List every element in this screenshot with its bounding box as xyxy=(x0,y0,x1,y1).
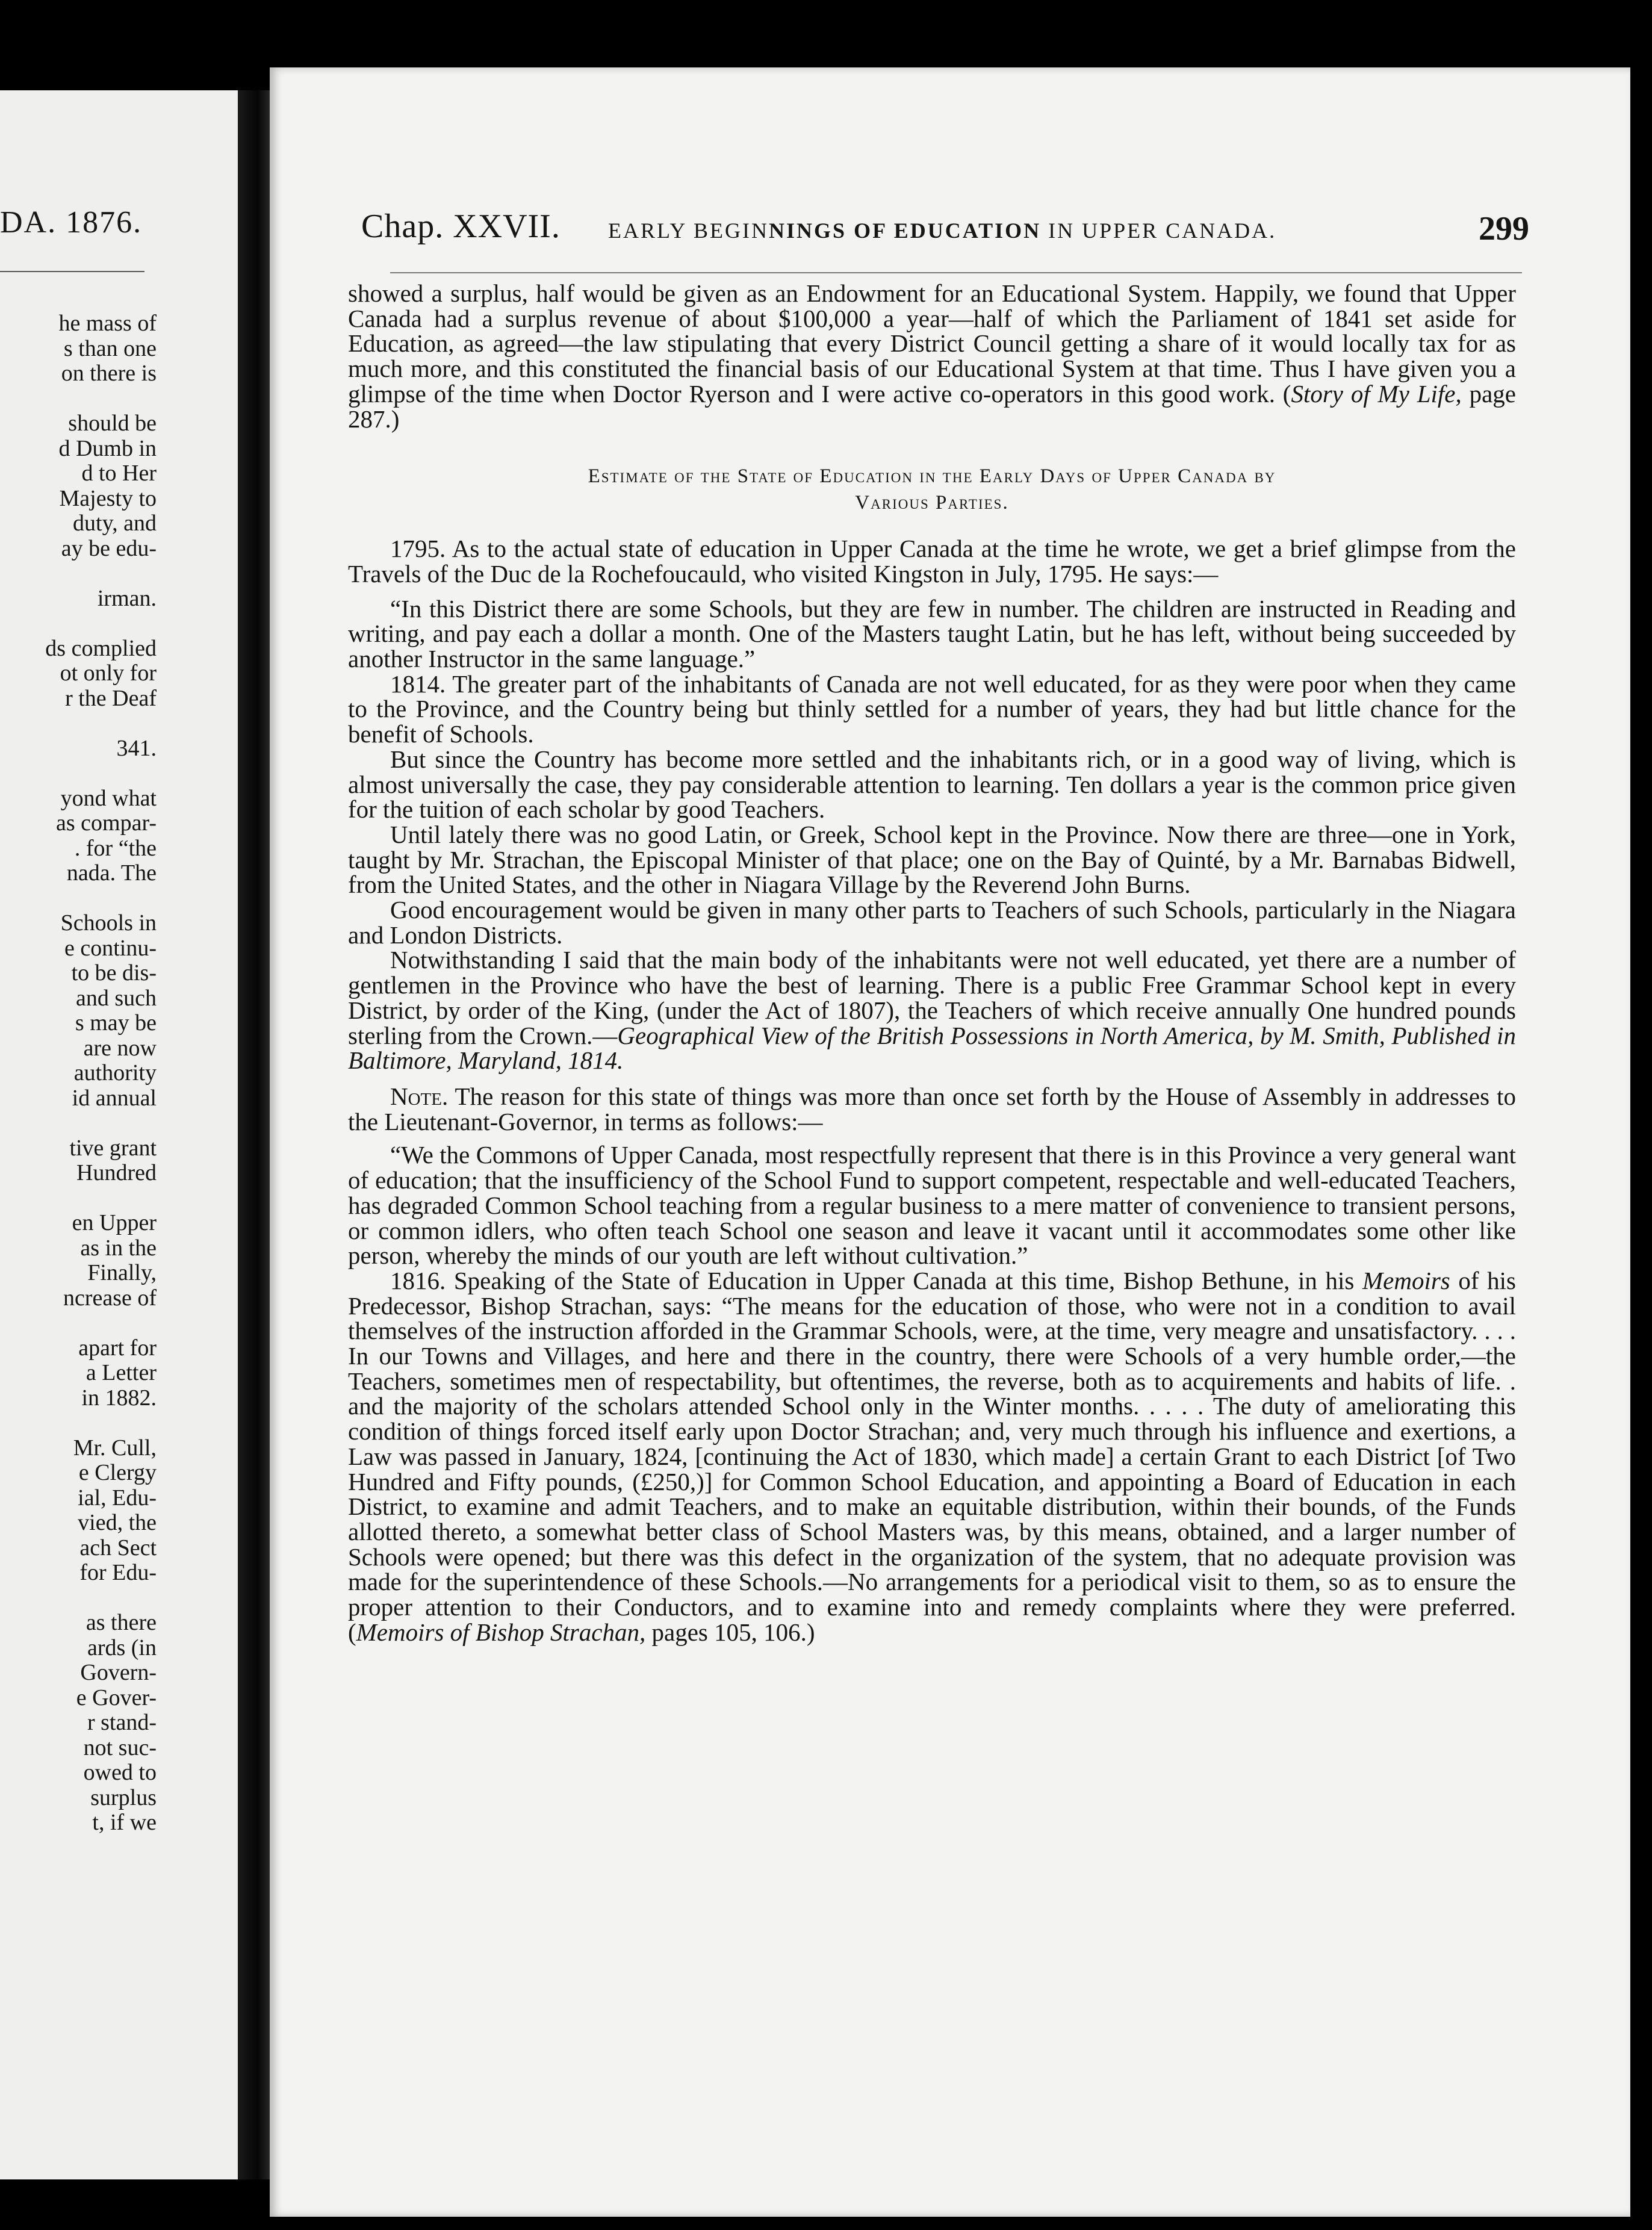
left-page-fragment: tive grant xyxy=(69,1135,157,1161)
paragraph-1: showed a surplus, half would be given as an Endowment for an Educational System. Happily, we found that Upper Canada had a surplus revenue of about $100,000 a year—half of which the Parliament of 1841 set aside for Education, as agreed—the law stipulating that every District Council getting a share of it would locally tax for as much more, and this constituted the financial basis of our Educational System at that time. Thus I have given you a glimpse of the time when Doctor Ryerson and I were active co-operators in this good work. (Story of My Life, page 287.) xyxy=(348,279,1516,433)
page-body xyxy=(348,281,1516,1645)
left-page-fragment: vied, the xyxy=(78,1510,157,1535)
left-page-fragment: as in the xyxy=(80,1235,157,1261)
left-page-fragment: s may be xyxy=(75,1010,157,1036)
section-heading: Estimate of the State of Education in the Early Days of Upper Canada by Various Parties. xyxy=(588,465,1276,514)
paragraph-grammar-school: Notwithstanding I said that the main body of the inhabitants were not well educated, yet there are a number of gentlemen in the Province who have the best of learning. There is a public Free Grammar School kept in every District, by order of the King, (under the Act of 1807), the Teachers of which receive annually One hundred pounds sterling from the Crown.—Geographical View of the British Possessions in North America, by M. Smith, Published in Baltimore, Maryland, 1814. xyxy=(348,946,1516,1075)
left-page-fragment: Hundred xyxy=(76,1160,157,1185)
quote-commons: “We the Commons of Upper Canada, most respectfully represent that there is in this Province a very general want of education; that the insufficiency of the School Fund to support competent, respectable and well-educated Teachers, has degraded Common School teaching from a regular business to a mere matter of convenience to transient persons, or common idlers, who often teach School one season and leave it vacant until it accommodates some other like person, whereby the minds of our youth are left without cultivation.” xyxy=(348,1141,1516,1270)
left-page-fragment: ay be edu- xyxy=(61,535,157,561)
left-page-fragment: owed to xyxy=(83,1760,157,1785)
paragraph-encouragement: Good encouragement would be given in many other parts to Teachers of such Schools, particularly in the Niagara and London Districts. xyxy=(348,896,1516,949)
left-header-rule xyxy=(0,271,144,272)
note-paragraph: Note. The reason for this state of things was more than once set forth by the House of Assembly in addresses to the Lieutenant-Governor, in terms as follows:— xyxy=(348,1082,1516,1135)
left-page-fragment: ncrease of xyxy=(63,1285,157,1311)
chapter-label: Chap. XXVII. xyxy=(361,208,560,245)
left-page-fragment: Finally, xyxy=(87,1260,157,1285)
page-number: 299 xyxy=(1479,210,1529,247)
left-page-fragment: e Gover- xyxy=(76,1685,157,1710)
left-page-fragment: ach Sect xyxy=(79,1535,157,1561)
left-page-fragment: surplus xyxy=(90,1784,157,1810)
left-page-fragment: for Edu- xyxy=(79,1560,157,1585)
book-gutter xyxy=(238,90,271,2179)
running-title: EARLY BEGINNINGS OF EDUCATION IN UPPER CANADA. xyxy=(608,219,1277,243)
left-page-fragment: nada. The xyxy=(66,860,157,886)
left-page-fragment: he mass of xyxy=(58,311,157,336)
left-page-fragment: ial, Edu- xyxy=(78,1485,157,1511)
left-page-fragment: r stand- xyxy=(87,1710,157,1735)
left-page-fragment: e Clergy xyxy=(78,1460,157,1485)
left-page-fragment: t, if we xyxy=(92,1810,157,1835)
left-page-fragment: not suc- xyxy=(83,1735,157,1760)
left-page-fragment: id annual xyxy=(72,1085,157,1111)
left-page-fragment: to be dis- xyxy=(71,960,157,986)
left-page-edge xyxy=(0,90,238,2179)
left-page-fragment: r the Deaf xyxy=(65,685,157,711)
left-page-fragment: ds complied xyxy=(45,635,157,661)
header-rule xyxy=(390,272,1522,273)
left-page-fragment: d Dumb in xyxy=(58,435,157,461)
running-header xyxy=(361,207,1529,255)
left-page-fragment: . for “the xyxy=(74,835,157,861)
left-page-fragment: 341. xyxy=(116,735,157,761)
paragraph-latin-schools: Until lately there was no good Latin, or Greek, School kept in the Province. Now there are three—one in York, taught by Mr. Strachan, the Episcopal Minister of that place; one on the Bay of Quinté, by a Mr. Barnabas Bidwell, from the United States, and the other in Niagara Village by the Reverend John Burns. xyxy=(348,820,1516,899)
left-page-fragment: in 1882. xyxy=(81,1385,157,1411)
left-page-fragment: Majesty to xyxy=(59,485,157,511)
left-page-fragment: as there xyxy=(85,1610,157,1635)
left-page-fragment: yond what xyxy=(60,785,157,811)
paragraph-1816: 1816. Speaking of the State of Education in Upper Canada at this time, Bishop Bethune, in his Memoirs of his Predecessor, Bishop Strachan, says: “The means for the education of those, who were not in a condition to avail themselves of the instruction afforded in the Grammar Schools, were, at the time, very meagre and unsatisfactory. . . . In our Towns and Villages, and here and there in the country, there were Schools of a very humble order,—the Teachers, sometimes men of respectability, but oftentimes, the reverse, both as to acquirements and habits of life. . and the majority of the scholars attended School only in the Winter months. . . . . The duty of ameliorating this condition of things forced itself early upon Doctor Strachan; and, very much through his influence and exertions, a Law was passed in January, 1824, [continuing the Act of 1830, which made] a certain Grant to each District [of Two Hundred and Fifty pounds, (£250,)] for Common School Education, and appointing a Board of Education in each District, to examine and admit Teachers, and to make an equitable distribution, within their bounds, of the Funds allotted thereto, a somewhat better class of School Masters was, by this means, obtained, and a larger number of Schools were opened; but there was this defect in the organization of the system, that no adequate provision was made for the superintendence of these Schools.—No arrangements for a periodical visit to them, so as to ensure the proper attention to their Conductors, and to examine into and remedy complaints where they were preferred. (Memoirs of Bishop Strachan, pages 105, 106.) xyxy=(348,1266,1517,1646)
paragraph-learning: But since the Country has become more settled and the inhabitants rich, or in a good way of living, which is almost universally the case, they pay considerable attention to learning. Ten dollars a year is the common price given for the tuition of each scholar by good Teachers. xyxy=(348,745,1516,824)
left-page-fragment: authority xyxy=(73,1060,157,1085)
left-page-fragment: should be xyxy=(68,411,157,436)
left-page-fragment: duty, and xyxy=(73,511,157,536)
paragraph-1795: 1795. As to the actual state of education in Upper Canada at the time he wrote, we get a brief glimpse from the Travels of the Duc de la Rochefoucauld, who visited Kingston in July, 1795. He says:— xyxy=(348,535,1516,588)
left-page-fragment: Govern- xyxy=(80,1660,157,1685)
left-page-fragment: ards (in xyxy=(87,1635,157,1660)
left-page-fragment: e continu- xyxy=(64,935,157,961)
left-page-fragment: Mr. Cull, xyxy=(73,1435,157,1461)
left-page-fragment: and such xyxy=(75,985,157,1011)
left-page-fragment: Schools in xyxy=(60,910,157,936)
left-page-fragment: ot only for xyxy=(60,660,157,686)
left-page-fragment: are now xyxy=(83,1035,157,1061)
left-page-fragment: irman. xyxy=(97,585,157,611)
left-page-header: DA. 1876. xyxy=(0,205,143,240)
left-page-fragment: on there is xyxy=(61,361,157,386)
left-page-fragment: as compar- xyxy=(56,810,157,836)
left-page-fragment: en Upper xyxy=(72,1210,157,1235)
note-label: Note. xyxy=(390,1082,449,1110)
paragraph-1814: 1814. The greater part of the inhabitants of Canada are not well educated, for as they were poor when they came to the Province, and the Country being but thinly settled for a number of years, they had but little chance for the benefit of Schools. xyxy=(348,669,1516,748)
left-page-fragment: a Letter xyxy=(85,1360,157,1385)
left-page-fragment: s than one xyxy=(63,335,157,361)
left-page-fragment: d to Her xyxy=(81,461,157,486)
left-page-fragment: apart for xyxy=(78,1335,157,1361)
quote-rochefoucauld: “In this District there are some Schools, but they are few in number. The children are instructed in Reading and writing, and pay each a dollar a month. One of the Masters taught Latin, but he has left, without being succeeded by another Instructor in the same language.” xyxy=(348,594,1516,673)
main-page xyxy=(270,67,1630,2217)
